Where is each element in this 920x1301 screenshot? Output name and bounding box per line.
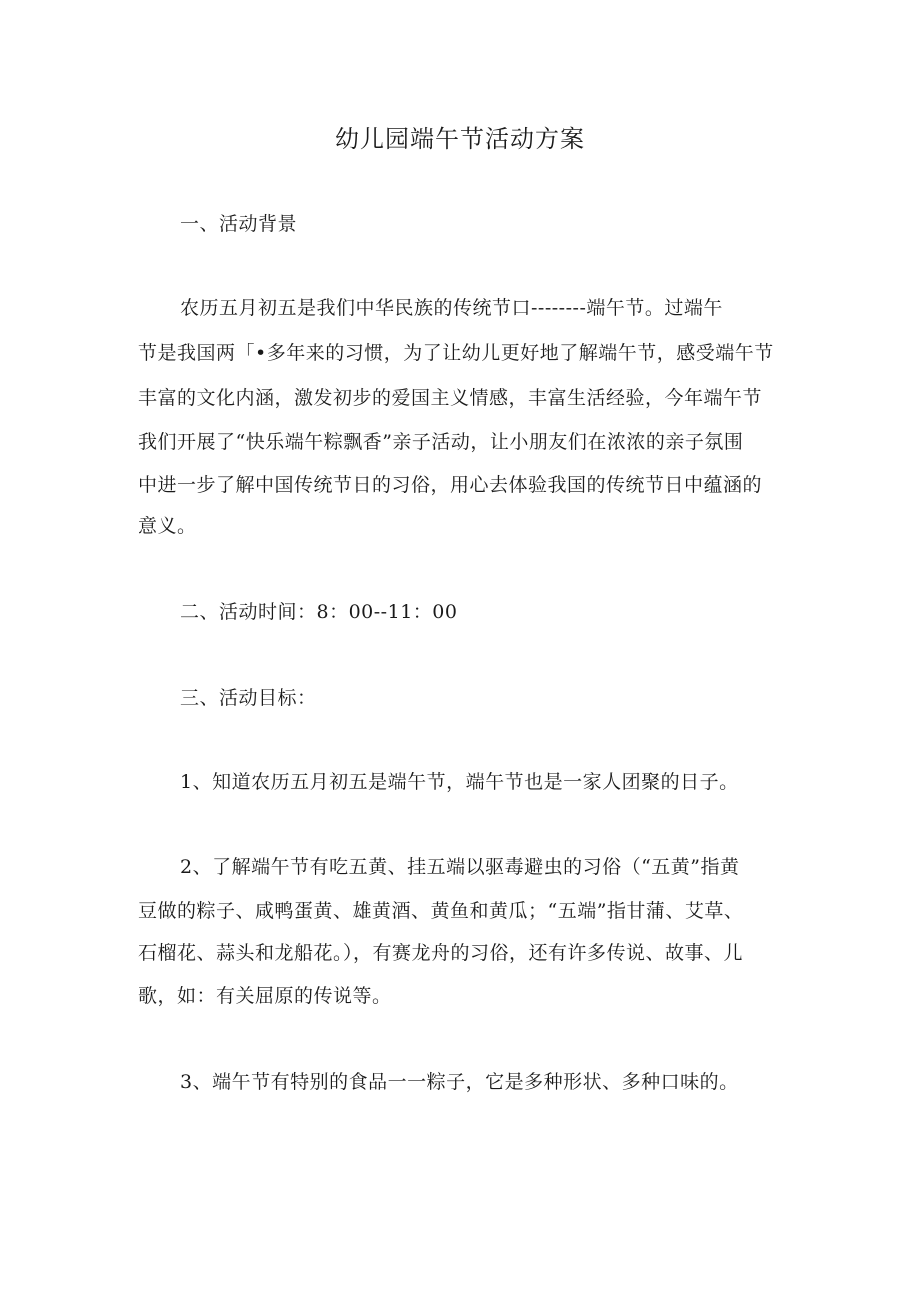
goal-item-2-line: 豆做的粽子、咸鸭蛋黄、雄黄酒、黄鱼和黄瓜；“五端”指甘蒲、艾草、 [138, 900, 744, 922]
goal-item-2-line: 歌，如：有关屈原的传说等。 [138, 985, 392, 1007]
paragraph-line: 丰富的文化内涵，激发初步的爱国主义情感，丰富生活经验，今年端午节 [138, 387, 763, 409]
goal-item-2-line: 石榴花、蒜头和龙船花。），有赛龙舟的习俗，还有许多传说、故事、儿 [138, 942, 744, 964]
goal-item-1: 1、知道农历五月初五是端午节，端午节也是一家人团聚的日子。 [180, 771, 739, 793]
section-heading-goals: 三、活动目标： [180, 687, 317, 709]
section-heading-background: 一、活动背景 [180, 213, 298, 235]
paragraph-line: 节是我国两「•多年来的习惯，为了让幼儿更好地了解端午节，感受端午节 [138, 342, 774, 364]
paragraph-line: 我们开展了“快乐端午粽飘香”亲子活动，让小朋友们在浓浓的亲子氛围 [138, 431, 744, 453]
goal-item-2-line: 2、了解端午节有吃五黄、挂五端以驱毒避虫的习俗（“五黄”指黄 [180, 856, 740, 878]
paragraph-line: 农历五月初五是我们中华民族的传统节口--------端午节。过端午 [180, 297, 723, 319]
goal-item-3: 3、端午节有特别的食品一一粽子，它是多种形状、多种口味的。 [180, 1071, 739, 1093]
section-heading-time: 二、活动时间：8：00--11：00 [180, 601, 458, 623]
paragraph-line: 中进一步了解中国传统节日的习俗，用心去体验我国的传统节日中蕴涵的 [138, 474, 763, 496]
paragraph-line: 意义。 [138, 515, 197, 537]
document-title: 幼儿园端午节活动方案 [335, 125, 585, 153]
